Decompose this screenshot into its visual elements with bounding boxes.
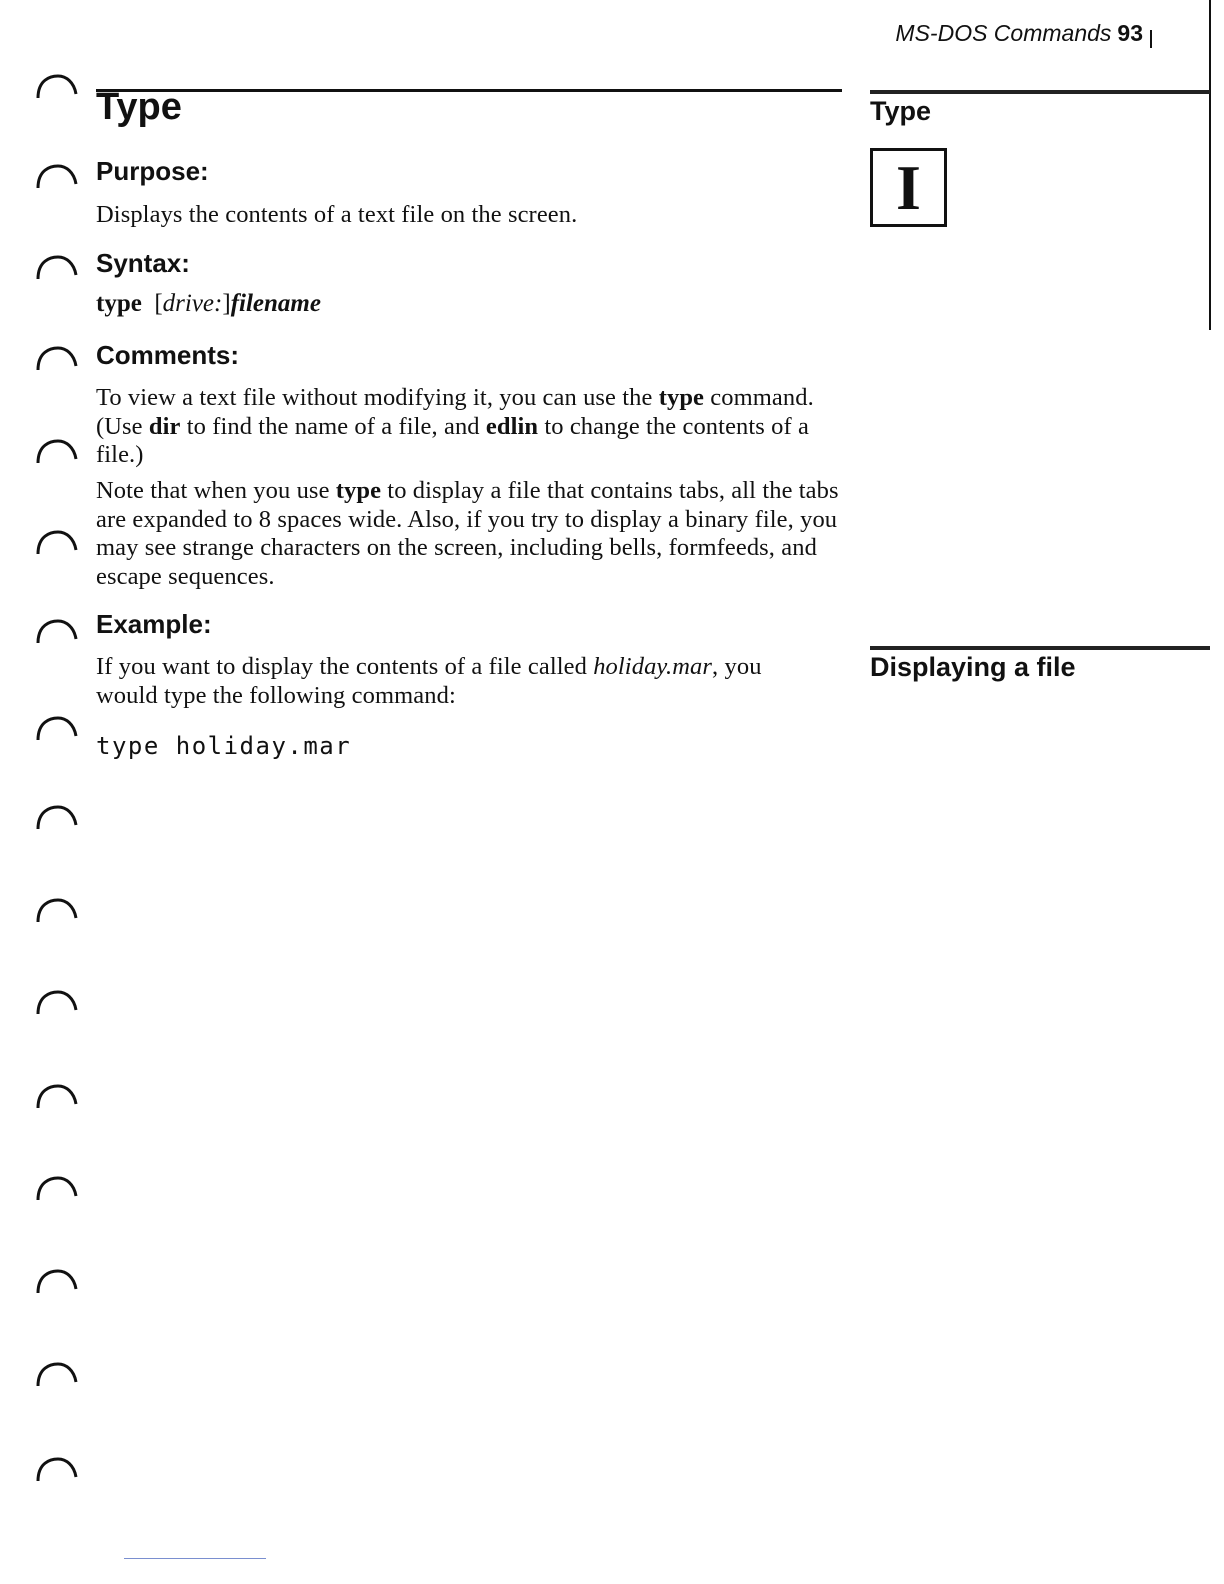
binder-hole-9: [34, 803, 78, 831]
binder-hole-12: [34, 1082, 78, 1110]
binder-hole-3: [34, 253, 78, 281]
binder-hole-15: [34, 1360, 78, 1388]
comments-p1-text-a: To view a text file without modifying it, you can use the: [96, 384, 659, 411]
syntax-heading: Syntax:: [96, 248, 190, 278]
comments-p1-text-e: to find the name of a file, and: [180, 412, 486, 440]
comments-heading: Comments:: [96, 340, 240, 370]
binder-hole-7: [34, 617, 78, 645]
binder-hole-10: [34, 896, 78, 924]
syntax-filename: filename: [230, 290, 321, 317]
comments-p2-text-a: Note that when you use: [96, 477, 336, 504]
binder-hole-13: [34, 1174, 78, 1202]
binder-hole-1: [34, 72, 78, 100]
comments-paragraph-2: [96, 477, 844, 591]
page-edge-line: [1209, 0, 1211, 330]
running-header-title: MS-DOS Commands: [895, 20, 1112, 46]
binder-hole-6: [34, 528, 78, 556]
title-rule: [96, 89, 842, 92]
running-header: [860, 20, 1143, 47]
binder-hole-14: [34, 1267, 78, 1295]
comments-p1-edlin-keyword: edlin: [485, 412, 539, 440]
example-filename: holiday.mar: [593, 653, 713, 680]
example-text-a: If you want to display the contents of a file called: [96, 653, 594, 680]
syntax-bracket-open: [: [154, 290, 163, 317]
purpose-text: Displays the contents of a text file on the screen.: [96, 201, 578, 228]
example-text-c: , you would type the following command:: [96, 653, 762, 709]
side-rule-top: [870, 90, 1210, 94]
side-title: Type: [870, 96, 932, 126]
comments-p1-dir-keyword: dir: [148, 412, 181, 440]
example-text: [96, 653, 816, 710]
section-tab-marker: I: [870, 148, 947, 227]
comments-paragraph-1: [96, 384, 816, 470]
binder-hole-4: [34, 344, 78, 372]
binder-hole-16: [34, 1455, 78, 1483]
comments-p2-type-keyword: type: [335, 477, 382, 504]
binder-hole-5: [34, 437, 78, 465]
binder-hole-2: [34, 162, 78, 190]
side-subheading: Displaying a file: [870, 652, 1076, 682]
syntax-line: [96, 290, 321, 318]
syntax-drive: drive:: [162, 290, 223, 317]
side-rule-bottom: [870, 646, 1210, 650]
comments-p1-text-g: to change the contents of a file.): [96, 412, 809, 468]
example-heading: Example:: [96, 609, 212, 639]
purpose-heading: Purpose:: [96, 156, 209, 186]
comments-p1-type-keyword: type: [658, 384, 705, 411]
page-title: Type: [96, 86, 182, 128]
header-divider: [1150, 30, 1152, 48]
syntax-command: type: [96, 290, 142, 317]
comments-p2-text-c: to display a file that contains tabs, all the tabs are expanded to 8 spaces wide. Also, if you try to display a binary file, you may see strange characters on the screen, including bells, formfeeds, and escape sequences.: [96, 477, 839, 590]
example-command: type holiday.mar: [96, 732, 352, 760]
syntax-bracket-close: ]: [222, 290, 231, 317]
comments-p1-text-c: command. (Use: [96, 384, 814, 440]
binder-hole-8: [34, 714, 78, 742]
page-number: 93: [1117, 20, 1143, 46]
footer-line: [124, 1558, 266, 1559]
binder-hole-11: [34, 988, 78, 1016]
